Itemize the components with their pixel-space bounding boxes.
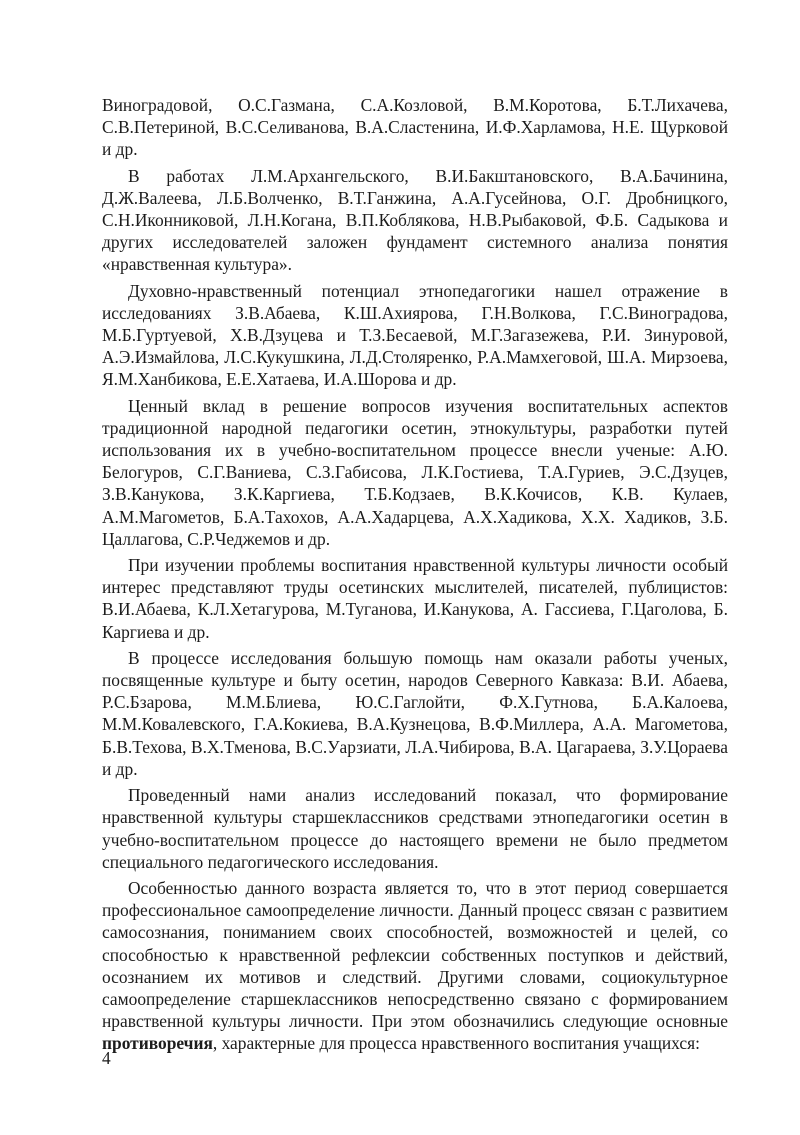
paragraph-last-tail: , характерные для процесса нравственного воспитания учащихся: xyxy=(212,1033,700,1054)
emphasis-contradictions: противоречия xyxy=(102,1033,213,1054)
page-body xyxy=(102,94,728,1059)
paragraph: Духовно-нравственный потенциал этнопедагогики нашел отражение в исследованиях З.В.Абаева, К.Ш.Ахиярова, Г.Н.Волкова, Г.С.Виноградова, М.Б.Гуртуевой, Х.В.Дзуцева и Т.З.Бесаевой, М.Г.Загазежева, Р.И. Зинуровой, А.Э.Измайлова, Л.С.Кукушкина, Л.Д.Столяренко, Р.А.Мамхеговой, Ш.А. Мирзоева, Я.М.Ханбикова, Е.Е.Хатаева, И.А.Шорова и др. xyxy=(102,280,728,390)
paragraph-last-text: Особенностью данного возраста является то, что в этот период совершается профессиональное самоопределение личности. Данный процесс связан с развитием самосознания, пониманием своих способностей, возможностей и целей, со способностью к нравственной рефлексии собственных поступков и действий, осознанием их мотивов и следствий. Другими словами, социокультурное самоопределение старшеклассников непосредственно связано с формированием нравственной культуры личности. При этом обозначились следующие основные xyxy=(102,877,728,1032)
paragraph: Ценный вклад в решение вопросов изучения воспитательных аспектов традиционной народной педагогики осетин, этнокультуры, разработки путей использования их в учебно-воспитательном процессе внесли ученые: А.Ю. Белогуров, С.Г.Ваниева, С.З.Габисова, Л.К.Гостиева, Т.А.Гуриев, Э.С.Дзуцев, З.В.Канукова, З.К.Каргиева, Т.Б.Кодзаев, В.К.Кочисов, К.В. Кулаев, А.М.Магометов, Б.А.Тахохов, А.А.Хадарцева, А.Х.Хадикова, Х.Х. Хадиков, З.Б. Цаллагова, С.Р.Чеджемов и др. xyxy=(102,395,728,549)
paragraph: Проведенный нами анализ исследований показал, что формирование нравственной культуры старшеклассников средствами этнопедагогики осетин в учебно-воспитательном процессе до настоящего времени не было предметом специального педагогического исследования. xyxy=(102,785,728,872)
paragraph: Виноградовой, О.С.Газмана, С.А.Козловой, В.М.Коротова, Б.Т.Лихачева, С.В.Петериной, В.С.Селиванова, В.А.Сластенина, И.Ф.Харламова, Н.Е. Щурковой и др. xyxy=(102,95,728,160)
paragraph-last xyxy=(102,877,728,1055)
paragraph: В работах Л.М.Архангельского, В.И.Бакштановского, В.А.Бачинина, Д.Ж.Валеева, Л.Б.Волченко, В.Т.Ганжина, А.А.Гусейнова, О.Г. Дробницкого, С.Н.Иконниковой, Л.Н.Когана, В.П.Коблякова, Н.В.Рыбаковой, Ф.Б. Садыкова и других исследователей заложен фундамент системного анализа понятия «нравственная культура». xyxy=(102,165,728,275)
page-number: 4 xyxy=(102,1048,111,1068)
paragraph: При изучении проблемы воспитания нравственной культуры личности особый интерес представляют труды осетинских мыслителей, писателей, публицистов: В.И.Абаева, К.Л.Хетагурова, М.Туганова, И.Канукова, А. Гассиева, Г.Цаголова, Б. Каргиева и др. xyxy=(102,555,728,642)
paragraph: В процессе исследования большую помощь нам оказали работы ученых, посвященные культуре и быту осетин, народов Северного Кавказа: В.И. Абаева, Р.С.Бзарова, М.М.Блиева, Ю.С.Гаглойти, Ф.Х.Гутнова, Б.А.Калоева, М.М.Ковалевского, Г.А.Кокиева, В.А.Кузнецова, В.Ф.Миллера, А.А. Магометова, Б.В.Техова, В.Х.Тменова, В.С.Уарзиати, Л.А.Чибирова, В.А. Цагараева, З.У.Цораева и др. xyxy=(102,647,728,779)
